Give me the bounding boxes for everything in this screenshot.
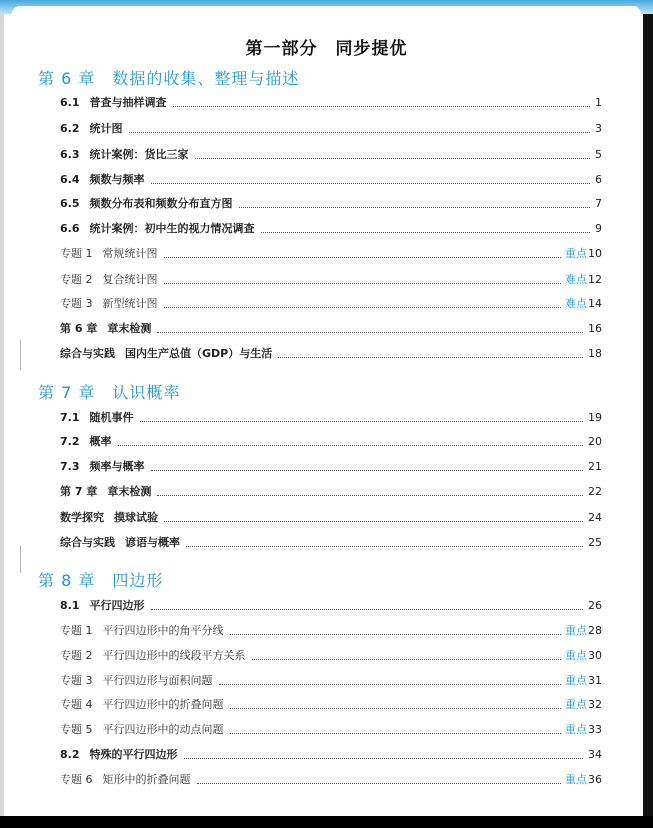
entry-label: 平行四边形中的角平分线	[102, 624, 224, 637]
entry-page: 36	[588, 773, 602, 786]
leader-dots	[186, 546, 583, 547]
entry-page: 21	[588, 460, 602, 473]
entry-page: 26	[588, 599, 602, 612]
leader-dots	[164, 307, 562, 308]
entry-page: 3	[595, 122, 602, 135]
entry-number: 第 6 章	[60, 322, 98, 335]
entry-page: 9	[595, 222, 602, 235]
entry-label: 章末检测	[107, 322, 152, 335]
entry-page: 24	[588, 511, 602, 524]
leader-dots	[157, 495, 583, 496]
entry-page: 30	[588, 649, 602, 662]
leader-dots	[151, 609, 584, 610]
leader-dots	[230, 634, 562, 635]
entry-label: 频率与概率	[89, 460, 145, 473]
toc-entry[interactable]	[60, 697, 602, 713]
entry-label: 统计案例：货比三家	[89, 148, 189, 161]
entry-page: 10	[588, 247, 602, 260]
toc-entry[interactable]	[60, 648, 602, 664]
entry-number: 6.6	[60, 222, 80, 235]
entry-number: 8.2	[60, 748, 80, 761]
leader-dots	[173, 106, 591, 107]
toc-entry[interactable]	[60, 296, 602, 312]
entry-number: 专题 3	[60, 297, 93, 310]
leader-dots	[278, 357, 583, 358]
leader-dots	[164, 257, 562, 258]
entry-label: 新型统计图	[102, 297, 158, 310]
leader-dots	[157, 332, 583, 333]
entry-tag: 难点	[565, 273, 587, 286]
entry-number: 专题 3	[60, 674, 93, 687]
entry-label: 谚语与概率	[125, 536, 180, 549]
bottom-bar	[0, 816, 653, 828]
toc-entry[interactable]	[60, 221, 602, 237]
entry-page: 22	[588, 485, 602, 498]
toc-entry[interactable]	[60, 459, 602, 475]
entry-number: 6.4	[60, 173, 80, 186]
entry-label: 随机事件	[89, 411, 134, 424]
entry-number: 6.1	[60, 96, 80, 109]
left-page-edge	[0, 14, 4, 828]
entry-label: 摸球试验	[114, 511, 158, 524]
entry-label: 平行四边形与面积问题	[102, 674, 213, 687]
toc-entry[interactable]	[60, 484, 602, 500]
toc-entry[interactable]	[60, 121, 602, 137]
leader-dots	[230, 708, 562, 709]
leader-dots	[197, 783, 562, 784]
entry-tag: 重点	[565, 773, 587, 786]
entry-label: 频数与频率	[89, 173, 145, 186]
entry-number: 7.2	[60, 435, 80, 448]
toc-entry[interactable]	[60, 346, 602, 362]
toc-entry[interactable]	[60, 510, 602, 526]
entry-number: 综合与实践	[60, 536, 115, 549]
entry-tag: 难点	[565, 297, 587, 310]
entry-page: 12	[588, 273, 602, 286]
entry-tag: 重点	[565, 674, 587, 687]
leader-dots	[239, 207, 591, 208]
entry-tag: 重点	[565, 698, 587, 711]
entry-label: 复合统计图	[102, 273, 158, 286]
leader-dots	[151, 183, 591, 184]
toc-entry[interactable]	[60, 772, 602, 788]
top-color-band	[0, 0, 653, 14]
chapter-title: 第 7 章 认识概率	[38, 383, 181, 402]
right-page-edge	[643, 14, 653, 828]
toc-entry[interactable]	[60, 747, 602, 763]
leader-dots	[184, 758, 584, 759]
entry-number: 专题 1	[60, 624, 93, 637]
entry-label: 频数分布表和频数分布直方图	[89, 197, 233, 210]
entry-page: 5	[595, 148, 602, 161]
toc-entry[interactable]	[60, 196, 602, 212]
entry-page: 34	[588, 748, 602, 761]
entry-number: 专题 2	[60, 273, 93, 286]
entry-label: 平行四边形	[89, 599, 145, 612]
entry-number: 8.1	[60, 599, 80, 612]
entry-label: 国内生产总值（GDP）与生活	[125, 347, 273, 360]
leader-dots	[261, 232, 591, 233]
entry-page: 20	[588, 435, 602, 448]
entry-page: 7	[595, 197, 602, 210]
entry-number: 专题 1	[60, 247, 93, 260]
leader-dots	[164, 521, 583, 522]
entry-number: 6.2	[60, 122, 80, 135]
toc-entry[interactable]	[60, 95, 602, 111]
chapter-title: 第 6 章 数据的收集、整理与描述	[38, 69, 300, 88]
leader-dots	[164, 283, 562, 284]
toc-entry[interactable]	[60, 246, 602, 262]
entry-number: 专题 5	[60, 723, 93, 736]
entry-number: 7.3	[60, 460, 80, 473]
entry-label: 平行四边形中的折叠问题	[102, 698, 224, 711]
entry-page: 33	[588, 723, 602, 736]
entry-page: 19	[588, 411, 602, 424]
entry-page: 1	[595, 96, 602, 109]
entry-label: 常规统计图	[102, 247, 158, 260]
entry-page: 16	[588, 322, 602, 335]
entry-page: 6	[595, 173, 602, 186]
toc-entry[interactable]	[60, 272, 602, 288]
leader-dots	[252, 659, 562, 660]
entry-page: 18	[588, 347, 602, 360]
entry-label: 特殊的平行四边形	[89, 748, 178, 761]
margin-mark	[20, 545, 21, 573]
entry-number: 6.3	[60, 148, 80, 161]
toc-entry[interactable]	[60, 434, 602, 450]
leader-dots	[219, 684, 562, 685]
entry-tag: 重点	[565, 723, 587, 736]
entry-page: 31	[588, 674, 602, 687]
entry-label: 平行四边形中的线段平方关系	[102, 649, 246, 662]
leader-dots	[151, 470, 584, 471]
margin-mark	[20, 340, 21, 370]
entry-label: 统计案例：初中生的视力情况调查	[89, 222, 255, 235]
entry-label: 统计图	[89, 122, 123, 135]
entry-page: 14	[588, 297, 602, 310]
leader-dots	[230, 733, 562, 734]
toc-entry[interactable]	[60, 172, 602, 188]
entry-number: 专题 4	[60, 698, 93, 711]
entry-label: 矩形中的折叠问题	[102, 773, 191, 786]
leader-dots	[140, 421, 584, 422]
leader-dots	[195, 158, 591, 159]
entry-number: 专题 6	[60, 773, 93, 786]
toc-entry[interactable]	[60, 321, 602, 337]
leader-dots	[118, 445, 584, 446]
entry-label: 平行四边形中的动点问题	[102, 723, 224, 736]
entry-number: 综合与实践	[60, 347, 115, 360]
leader-dots	[129, 132, 591, 133]
entry-number: 第 7 章	[60, 485, 98, 498]
entry-number: 专题 2	[60, 649, 93, 662]
toc-entry[interactable]	[60, 673, 602, 689]
entry-label: 章末检测	[107, 485, 152, 498]
entry-tag: 重点	[565, 624, 587, 637]
entry-number: 6.5	[60, 197, 80, 210]
chapter-title: 第 8 章 四边形	[38, 571, 164, 590]
entry-number: 7.1	[60, 411, 80, 424]
toc-entry[interactable]	[60, 147, 602, 163]
toc-entry[interactable]	[60, 410, 602, 426]
entry-page: 32	[588, 698, 602, 711]
entry-label: 概率	[89, 435, 112, 448]
toc-entry[interactable]	[60, 722, 602, 738]
entry-page: 28	[588, 624, 602, 637]
part-title: 第一部分 同步提优	[245, 39, 408, 59]
toc-entry[interactable]	[60, 623, 602, 639]
entry-number: 数学探究	[60, 511, 104, 524]
toc-entry[interactable]	[60, 535, 602, 551]
entry-tag: 重点	[565, 649, 587, 662]
top-band-inner	[12, 6, 641, 14]
toc-entry[interactable]	[60, 598, 602, 614]
entry-tag: 重点	[565, 247, 587, 260]
entry-label: 普查与抽样调查	[89, 96, 167, 109]
entry-page: 25	[588, 536, 602, 549]
